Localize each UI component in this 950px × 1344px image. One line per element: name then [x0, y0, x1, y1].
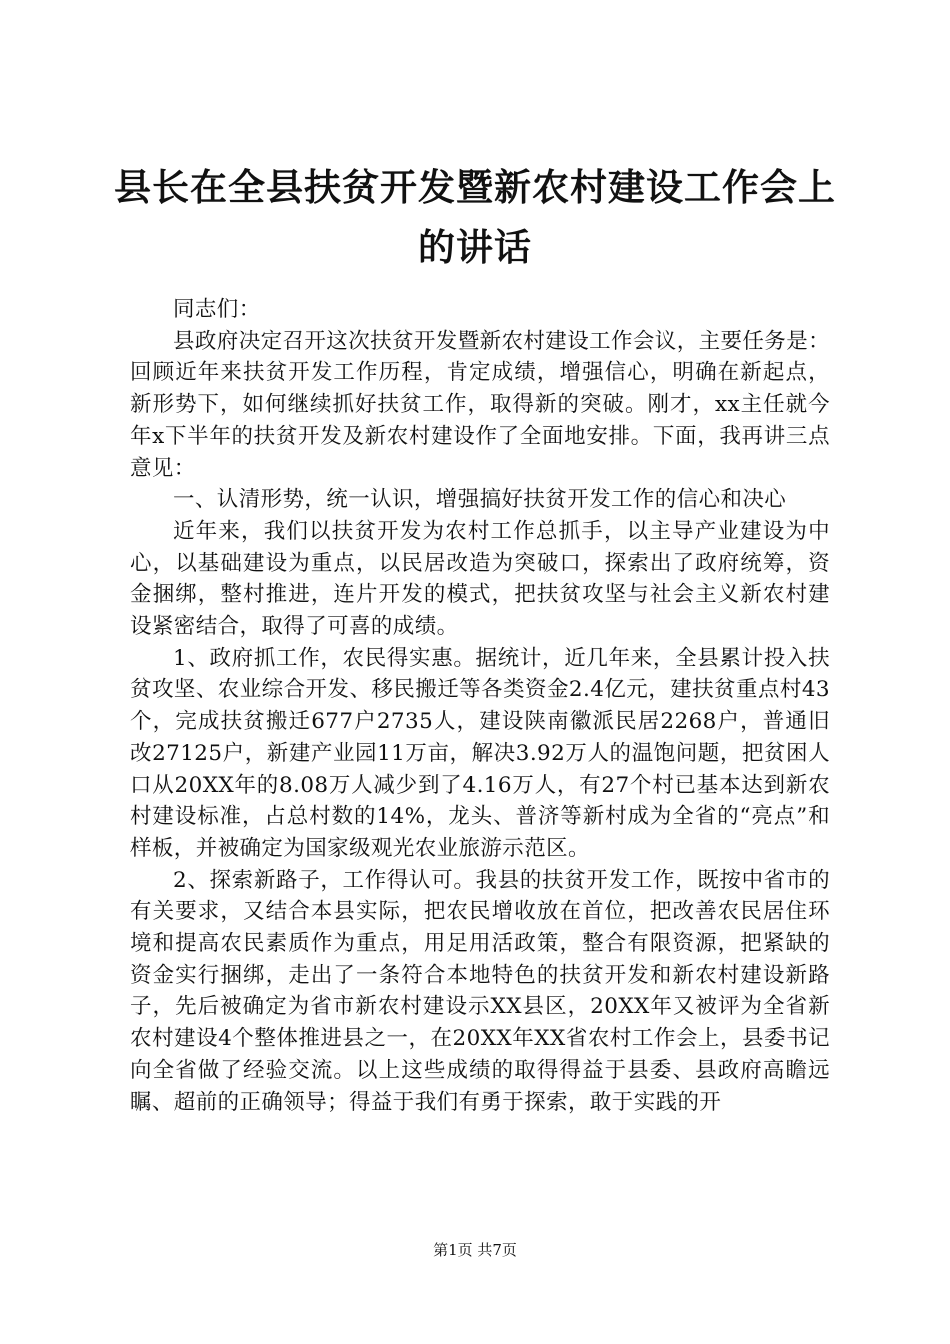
- section-heading-1: 一、认清形势，统一认识，增强搞好扶贫开发工作的信心和决心: [173, 487, 787, 513]
- document-body: [130, 294, 830, 1118]
- paragraph-point-2: 2、探索新路子，工作得认可。我县的扶贫开发工作，既按中省市的有关要求，又结合本县实际，把农民增收放在首位，把改善农民居住环境和提高农民素质作为重点，用足用活政策，整合有限资源，把紧缺的资金实行捆绑，走出了一条符合本地特色的扶贫开发和新农村建设新路子，先后被确定为省市新农村建设示XX县区，20XX年又被评为全省新农村建设4个整体推进县之一，在20XX年XX省农村工作会上，县委书记向全省做了经验交流。以上这些成绩的取得得益于县委、县政府高瞻远瞩、超前的正确领导；得益于我们有勇于探索，敢于实践的开: [130, 867, 830, 1115]
- salutation: 同志们：: [173, 297, 261, 322]
- paragraph-point-1: 1、政府抓工作，农民得实惠。据统计，近几年来，全县累计投入扶贫攻坚、农业综合开发、移民搬迁等各类资金2.4亿元，建扶贫重点村43个，完成扶贫搬迁677户2735人，建设陕南徽派民居2268户，普通旧改27125户，新建产业园11万亩，解决3.92万人的温饱问题，把贫困人口从20XX年的8.08万人减少到了4.16万人，有27个村已基本达到新农村建设标准，占总村数的14%，龙头、普济等新村成为全省的“亮点”和样板，并被确定为国家级观光农业旅游示范区。: [130, 645, 830, 861]
- page-footer: 第1页 共7页: [433, 1241, 517, 1259]
- paragraph-overview: 近年来，我们以扶贫开发为农村工作总抓手，以主导产业建设为中心，以基础建设为重点，以民居改造为突破口，探索出了政府统筹，资金捆绑，整村推进，连片开发的模式，把扶贫攻坚与社会主义新农村建设紧密结合，取得了可喜的成绩。: [130, 518, 830, 640]
- document-title: 县长在全县扶贫开发暨新农村建设工作会上的讲话: [114, 166, 836, 269]
- paragraph-intro: 县政府决定召开这次扶贫开发暨新农村建设工作会议，主要任务是：回顾近年来扶贫开发工作历程，肯定成绩，增强信心，明确在新起点，新形势下，如何继续抓好扶贫工作，取得新的突破。刚才，xx主任就今年x下半年的扶贫开发及新农村建设作了全面地安排。下面，我再讲三点意见：: [130, 328, 831, 481]
